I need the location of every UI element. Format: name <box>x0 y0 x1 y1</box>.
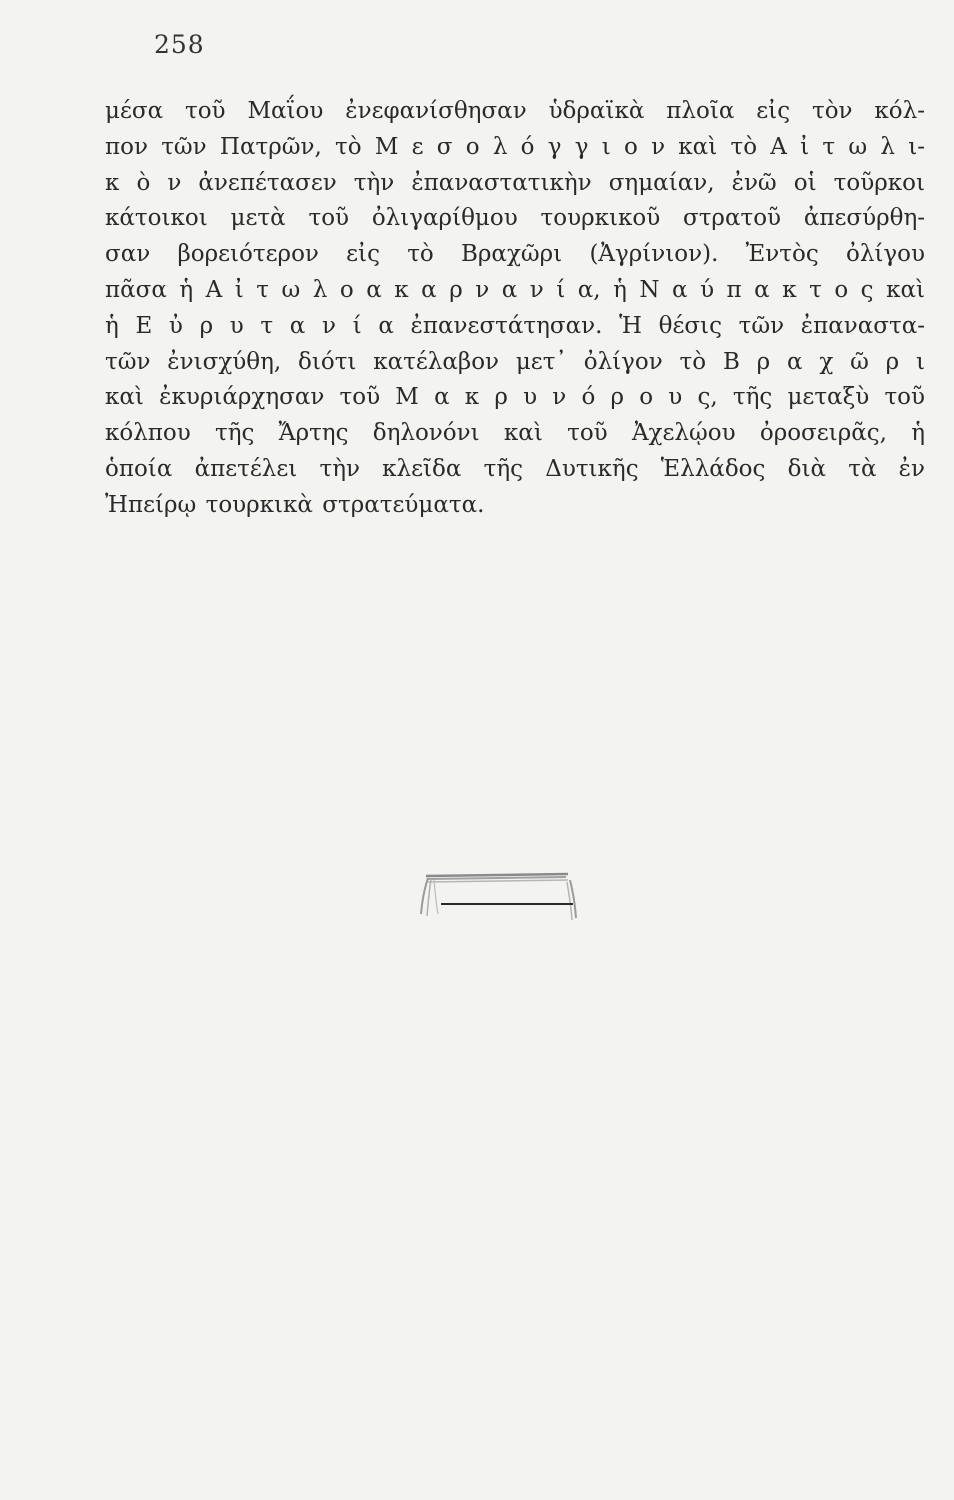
text-line: καὶ ἐκυριάρχησαν τοῦ Μ α κ ρ υ ν ό ρ ο υ ς, τῆς μεταξὺ τοῦ <box>105 384 925 411</box>
text-line: ἡ Ε ὐ ρ υ τ α ν ί α ἐπανεστάτησαν. Ἡ θέσις τῶν ἐπαναστα- <box>105 312 925 339</box>
text-line: τῶν ἐνισχύθη, διότι κατέλαβον μετ᾽ ὀλίγον τὸ Β ρ α χ ῶ ρ ι <box>105 348 925 375</box>
text-line: σαν βορειότερον εἰς τὸ Βραχῶρι (Ἀγρίνιον). Ἐντὸς ὀλίγου <box>105 241 925 268</box>
page-number: 258 <box>154 30 205 59</box>
text-line: πον τῶν Πατρῶν, τὸ Μ ε σ ο λ ό γ γ ι ο ν καὶ τὸ Α ἰ τ ω λ ι- <box>105 133 925 160</box>
text-line: Ἠπείρῳ τουρκικὰ στρατεύματα. <box>105 491 485 518</box>
text-line: ὁποία ἀπετέλει τὴν κλεῖδα τῆς Δυτικῆς Ἑλλάδος διὰ τὰ ἐν <box>105 455 925 482</box>
body-text <box>105 94 925 524</box>
pencil-bracket-mark <box>418 870 586 930</box>
text-line: κόλπου τῆς Ἄρτης δηλονόνι καὶ τοῦ Ἀχελῴου ὀροσειρᾶς, ἡ <box>105 420 925 447</box>
text-line: κάτοικοι μετὰ τοῦ ὀλιγαρίθμου τουρκικοῦ στρατοῦ ἀπεσύρθη- <box>105 205 925 232</box>
text-line: πᾶσα ἡ Α ἰ τ ω λ ο α κ α ρ ν α ν ί α, ἡ Ν α ύ π α κ τ ο ς καὶ <box>105 276 925 303</box>
separator-rule <box>441 903 573 905</box>
text-line: κ ὸ ν ἀνεπέτασεν τὴν ἐπαναστατικὴν σημαίαν, ἐνῶ οἱ τοῦρκοι <box>105 169 925 196</box>
text-line: μέσα τοῦ Μαΐου ἐνεφανίσθησαν ὑδραϊκὰ πλοῖα εἰς τὸν κόλ- <box>105 98 925 124</box>
